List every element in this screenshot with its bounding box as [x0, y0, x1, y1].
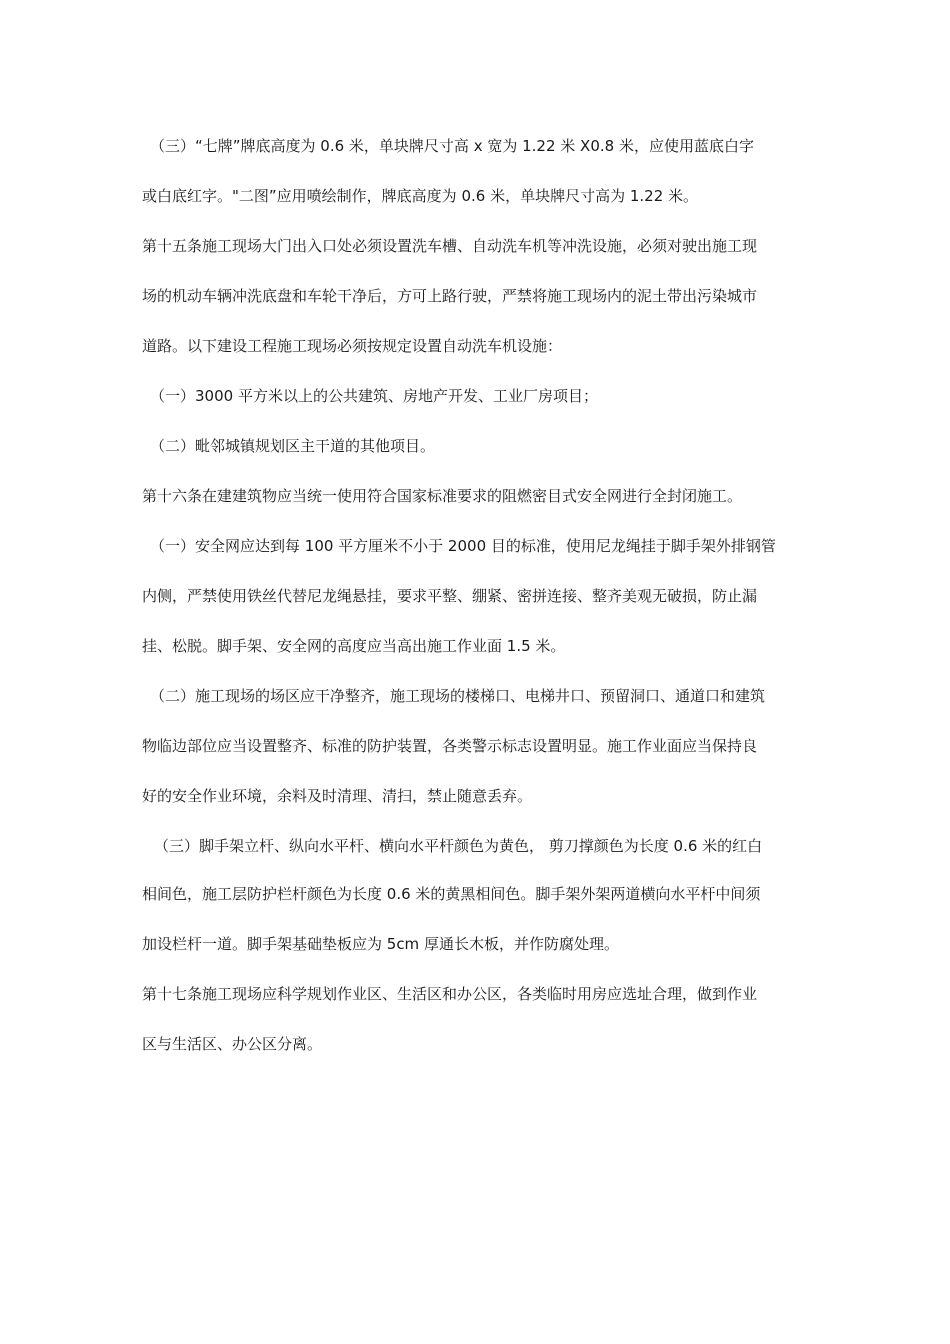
paragraph-line: 内侧，严禁使用铁丝代替尼龙绳悬挂，要求平整、绷紧、密拼连接、整齐美观无破损，防止漏 [142, 587, 758, 605]
paragraph-line: 相间色，施工层防护栏杆颜色为长度 0.6 米的黄黑相间色。脚手架外架两道横向水平杆中间须 [142, 885, 761, 903]
paragraph-line: 加设栏杆一道。脚手架基础垫板应为 5cm 厚通长木板，并作防腐处理。 [142, 935, 619, 953]
paragraph-line: （一）安全网应达到每 100 平方厘米不小于 2000 目的标准，使用尼龙绳挂于脚手架外排钢管 [150, 537, 776, 555]
paragraph-line: 区与生活区、办公区分离。 [142, 1035, 323, 1053]
paragraph-line: 好的安全作业环境，余料及时清理、清扫，禁止随意丢弃。 [142, 787, 533, 805]
paragraph-line: 道路。以下建设工程施工现场必须按规定设置自动洗车机设施： [142, 337, 563, 355]
paragraph-line: 第十五条施工现场大门出入口处必须设置洗车槽、自动洗车机等冲洗设施，必须对驶出施工现 [142, 237, 758, 255]
paragraph-line: （二）毗邻城镇规划区主干道的其他项目。 [150, 437, 436, 455]
paragraph-line: 物临边部位应当设置整齐、标准的防护装置，各类警示标志设置明显。施工作业面应当保持良 [142, 737, 758, 755]
paragraph-line: 挂、松脱。脚手架、安全网的高度应当高出施工作业面 1.5 米。 [142, 637, 566, 655]
paragraph-line: 第十六条在建建筑物应当统一使用符合国家标准要求的阻燃密目式安全网进行全封闭施工。 [142, 487, 743, 505]
paragraph-line: 或白底红字。"二图”应用喷绘制作，牌底高度为 0.6 米，单块牌尺寸高为 1.22 米。 [142, 187, 698, 205]
paragraph-line: 场的机动车辆冲洗底盘和车轮干净后，方可上路行驶，严禁将施工现场内的泥土带出污染城市 [142, 287, 758, 305]
paragraph-line: （二）施工现场的场区应干净整齐，施工现场的楼梯口、电梯井口、预留洞口、通道口和建筑 [150, 687, 766, 705]
paragraph-line: 第十七条施工现场应科学规划作业区、生活区和办公区，各类临时用房应选址合理，做到作业 [142, 985, 758, 1003]
paragraph-line: （三）“七牌”牌底高度为 0.6 米，单块牌尺寸高 x 宽为 1.22 米 X0.8 米，应使用蓝底白字 [150, 137, 754, 155]
paragraph-line: （三）脚手架立杆、纵向水平杆、横向水平杆颜色为黄色， 剪刀撑颜色为长度 0.6 米的红白 [154, 837, 763, 855]
paragraph-line: （一）3000 平方米以上的公共建筑、房地产开发、工业厂房项目； [150, 387, 598, 405]
